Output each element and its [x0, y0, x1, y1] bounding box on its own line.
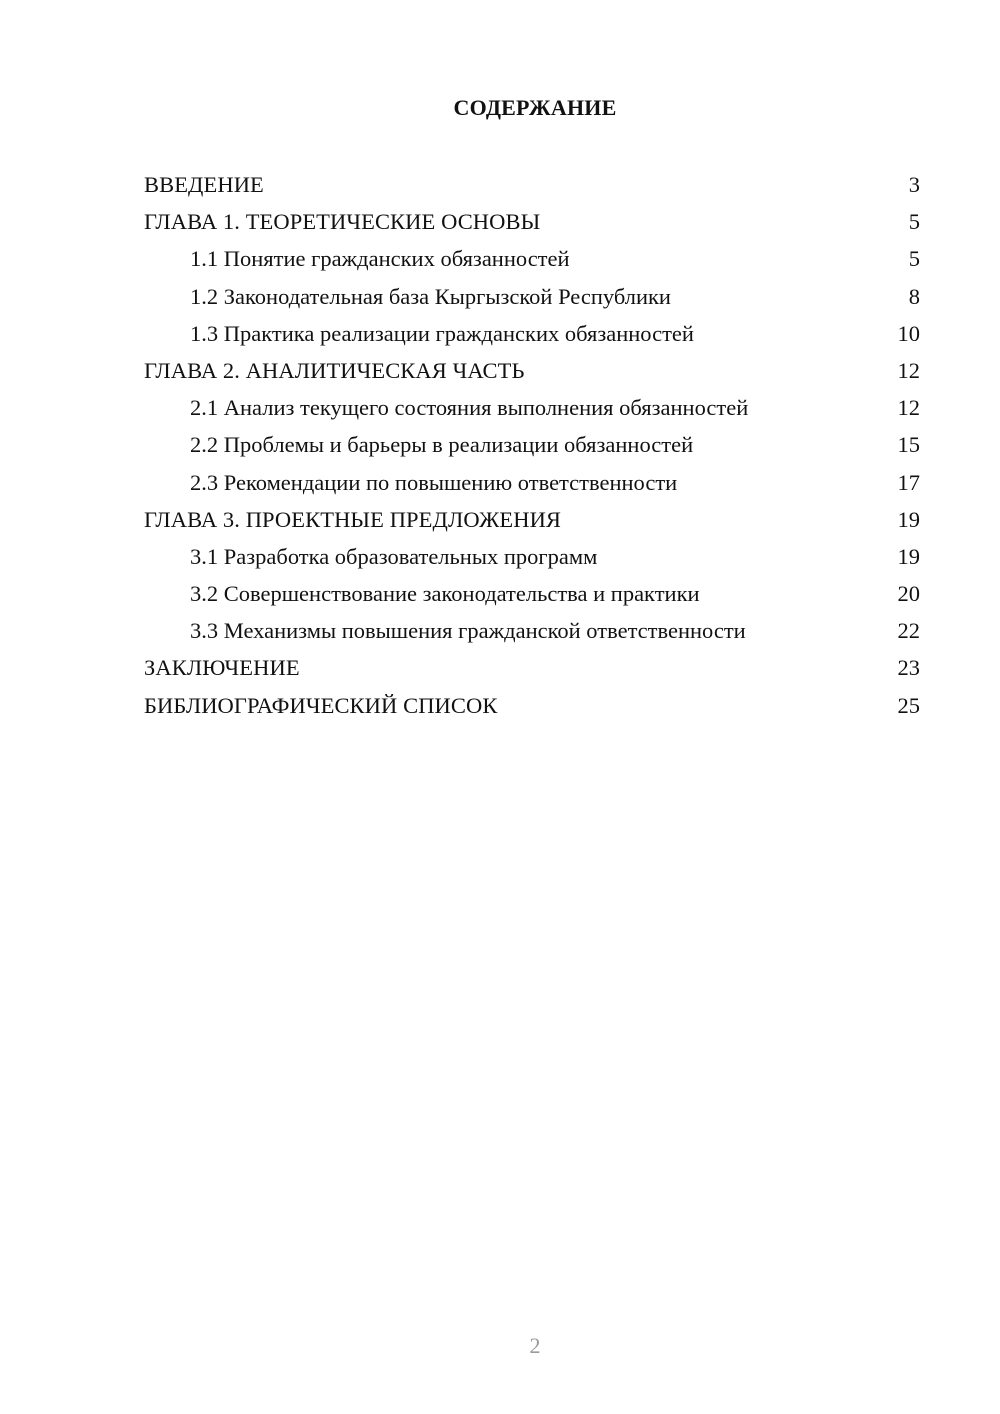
toc-entry-page: 23 [897, 655, 920, 681]
toc-section-entry [144, 612, 920, 649]
toc-entry-label: 2.2 Проблемы и барьеры в реализации обязанностей [190, 432, 694, 458]
toc-entry-label: ЗАКЛЮЧЕНИЕ [144, 655, 300, 681]
toc-entry-label: ВВЕДЕНИЕ [144, 172, 264, 197]
toc-chapter-entry [144, 501, 920, 538]
toc-entry-page: 19 [897, 543, 920, 569]
toc-section-entry [144, 426, 920, 463]
toc-entry-label: ГЛАВА 2. АНАЛИТИЧЕСКАЯ ЧАСТЬ [144, 357, 525, 383]
toc-entry-page: 19 [897, 506, 920, 532]
toc-section-entry [144, 240, 920, 277]
toc-section-entry [144, 315, 920, 352]
page-title: СОДЕРЖАНИЕ [453, 95, 617, 120]
toc-entry-label: 1.1 Понятие гражданских обязанностей [190, 246, 570, 272]
toc-entry-label: 3.2 Совершенствование законодательства и практики [190, 581, 700, 607]
toc-section-entry [144, 538, 920, 575]
toc-entry-label: ГЛАВА 3. ПРОЕКТНЫЕ ПРЕДЛОЖЕНИЯ [144, 506, 562, 532]
toc-entry-label: 3.3 Механизмы повышения гражданской ответственности [190, 618, 746, 644]
table-of-contents [144, 166, 920, 724]
toc-chapter-entry [144, 649, 920, 686]
toc-entry-page: 25 [897, 692, 920, 718]
toc-entry-page: 5 [908, 209, 920, 235]
toc-entry-page: 10 [897, 320, 920, 346]
toc-entry-page: 5 [908, 246, 920, 272]
toc-chapter-entry [144, 687, 920, 724]
toc-entry-page: 22 [897, 618, 920, 644]
toc-chapter-entry [144, 166, 920, 203]
toc-entry-label: ГЛАВА 1. ТЕОРЕТИЧЕСКИЕ ОСНОВЫ [144, 209, 541, 235]
toc-entry-label: 2.3 Рекомендации по повышению ответственности [190, 469, 678, 495]
toc-chapter-entry [144, 203, 920, 240]
toc-section-entry [144, 575, 920, 612]
toc-entry-label: 1.3 Практика реализации гражданских обязанностей [190, 320, 694, 346]
toc-entry-page: 20 [897, 581, 920, 607]
page-number: 2 [529, 1333, 541, 1358]
toc-entry-page: 12 [897, 395, 920, 421]
toc-entry-label: 2.1 Анализ текущего состояния выполнения обязанностей [190, 395, 749, 421]
toc-section-entry [144, 278, 920, 315]
toc-section-entry [144, 464, 920, 501]
toc-section-entry [144, 389, 920, 426]
toc-entry-page: 8 [908, 283, 920, 309]
toc-entry-page: 12 [897, 357, 920, 383]
toc-entry-label: 1.2 Законодательная база Кыргызской Республики [190, 283, 671, 309]
toc-entry-page: 15 [897, 432, 920, 458]
toc-entry-label: БИБЛИОГРАФИЧЕСКИЙ СПИСОК [144, 692, 498, 718]
toc-entry-page: 17 [897, 469, 920, 495]
toc-chapter-entry [144, 352, 920, 389]
toc-entry-page: 3 [908, 172, 920, 197]
toc-entry-label: 3.1 Разработка образовательных программ [190, 543, 598, 569]
